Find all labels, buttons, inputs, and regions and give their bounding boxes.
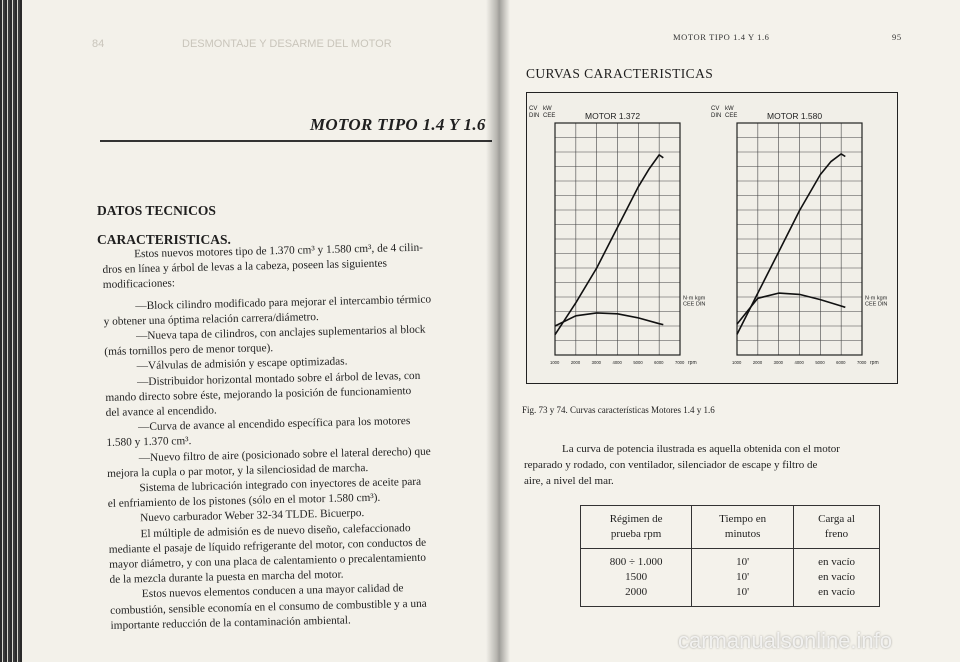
minutes-cell: 10' 10' 10'	[692, 549, 794, 607]
x-tick-label: 2000	[752, 360, 763, 365]
body-line: —Distribuidor horizontal montado sobre el árbol de levas, con	[136, 369, 421, 388]
header-cell: Régimen de prueba rpm	[581, 506, 692, 549]
watermark: carmanualsonline.info	[678, 628, 893, 653]
curves-section-title: CURVAS CARACTERISTICAS	[526, 66, 714, 81]
chart-title: MOTOR 1.580	[767, 111, 823, 121]
x-tick-label: 7000	[675, 360, 685, 365]
right-axis-label-nm: N·m kgm	[865, 295, 888, 302]
note-line: aire, a nivel del mar.	[524, 475, 614, 487]
x-tick-label: 4000	[794, 360, 804, 365]
x-axis-label: rpm	[870, 360, 879, 366]
left-axis-label-cee: CEE	[543, 113, 556, 119]
chapter-title: MOTOR TIPO 1.4 Y 1.6	[310, 115, 486, 134]
body-line: el enfriamiento de los pistones (sólo en el motor 1.580 cm³).	[107, 492, 381, 511]
series-line-potencia	[555, 155, 663, 335]
body-line: de la mezcla durante la puesta en marcha del motor.	[109, 568, 344, 587]
right-page	[498, 0, 960, 662]
body-line: —Block cilindro modificado para mejorar el intercambio térmico	[135, 293, 432, 312]
running-header: MOTOR TIPO 1.4 Y 1.6	[673, 32, 770, 42]
x-axis-label: rpm	[688, 360, 697, 366]
body-line: importante reducción de la contaminación ambiental.	[110, 614, 351, 632]
body-text	[102, 240, 483, 634]
body-line: combustión, sensible economía en el consumo de combustible y a una	[110, 597, 427, 617]
x-tick-label: 2000	[570, 360, 581, 365]
header-cell: Carga al freno	[794, 506, 880, 549]
left-axis-label-din: DIN	[711, 113, 722, 119]
curve-note	[524, 441, 904, 489]
body-line: (más tornillos pero de menor torque).	[104, 342, 274, 359]
body-line: Estos nuevos motores tipo de 1.370 cm³ y 1.580 cm³, de 4 cilin-	[134, 241, 424, 261]
body-line: Estos nuevos elementos conducen a una mayor calidad de	[141, 582, 404, 601]
left-axis-label-kw: kW	[725, 106, 734, 112]
test-table	[580, 505, 880, 607]
body-line: dros en línea y árbol de levas a la cabeza, poseen las siguientes	[102, 257, 388, 277]
section-heading: DATOS TECNICOS	[97, 203, 216, 218]
table-header-row	[581, 506, 880, 549]
left-page	[22, 0, 498, 662]
note-line: reparado y rodado, con ventilador, silenciador de escape y filtro de	[524, 459, 818, 471]
body-line: Sistema de lubricación integrado con inyectores de aceite para	[139, 475, 422, 495]
body-line: —Nuevo filtro de aire (posicionado sobre el lateral derecho) que	[138, 445, 431, 464]
chart-motor-1580	[711, 106, 888, 366]
body-line: mediante el pasaje de líquido refrigerante del motor, con conductos de	[108, 536, 427, 556]
x-tick-label: 6000	[836, 360, 846, 365]
body-line: —Curva de avance al encendido específica para los motores	[137, 415, 411, 434]
body-line: El múltiple de admisión es de nuevo diseño, calefaccionado	[140, 521, 411, 540]
sub-heading: CARACTERISTICAS.	[97, 232, 231, 247]
table-row	[581, 549, 880, 607]
x-tick-label: 5000	[633, 360, 643, 365]
note-line: La curva de potencia ilustrada es aquella obtenida con el motor	[562, 443, 840, 455]
right-axis-label-cee-din: CEE DIN	[865, 301, 888, 308]
body-line: —Nueva tapa de cilindros, con anclajes suplementarios al block	[135, 323, 426, 343]
chart-motor-1372	[529, 106, 706, 366]
x-tick-label: 3000	[773, 360, 783, 365]
body-line: 1.580 y 1.370 cm³.	[106, 435, 192, 450]
body-line: modificaciones:	[102, 277, 176, 292]
left-axis-label-din: DIN	[529, 113, 540, 119]
left-axis-label-kw: kW	[543, 106, 552, 112]
x-tick-label: 1000	[550, 360, 560, 365]
book-spine-shadow	[486, 0, 510, 662]
title-rule	[100, 140, 492, 142]
figure-caption: Fig. 73 y 74. Curvas características Motores 1.4 y 1.6	[522, 405, 715, 415]
body-line: —Válvulas de admisión y escape optimizadas.	[136, 355, 348, 373]
series-line-par	[737, 293, 845, 324]
faded-header: DESMONTAJE Y DESARME DEL MOTOR	[182, 38, 392, 50]
engine-curves-figure	[527, 93, 897, 383]
faded-page-number: 84	[92, 38, 105, 50]
left-axis-label-cv: CV	[711, 106, 720, 112]
charts-frame	[526, 92, 898, 384]
x-tick-label: 7000	[857, 360, 867, 365]
left-axis-label-cv: CV	[529, 106, 538, 112]
x-tick-label: 6000	[654, 360, 664, 365]
series-line-par	[555, 313, 663, 326]
load-cell: en vacío en vacío en vacío	[794, 549, 880, 607]
page-number: 95	[892, 32, 902, 42]
x-tick-label: 3000	[591, 360, 601, 365]
rpm-cell: 800 ÷ 1.000 1500 2000	[581, 549, 692, 607]
header-cell: Tiempo en minutos	[692, 506, 794, 549]
x-tick-label: 5000	[815, 360, 825, 365]
body-line: Nuevo carburador Weber 32-34 TLDE. Bicuerpo.	[140, 507, 365, 525]
right-axis-label-nm: N·m kgm	[683, 295, 706, 302]
body-line: mando directo sobre éste, mejorando la posición de funcionamiento	[105, 384, 412, 404]
chart-title: MOTOR 1.372	[585, 111, 641, 121]
book-page-edges	[0, 0, 22, 662]
left-axis-label-cee: CEE	[725, 113, 738, 119]
x-tick-label: 1000	[732, 360, 742, 365]
body-line: mejora la cupla o par motor, y la silenciosidad de marcha.	[106, 461, 369, 480]
x-tick-label: 4000	[612, 360, 622, 365]
right-axis-label-cee-din: CEE DIN	[683, 301, 706, 308]
body-line: mayor diámetro, y con una placa de calentamiento o precalentamiento	[109, 551, 427, 571]
body-line: y obtener una óptima relación carrera/diámetro.	[103, 310, 319, 328]
body-line: del avance al encendido.	[105, 404, 217, 419]
